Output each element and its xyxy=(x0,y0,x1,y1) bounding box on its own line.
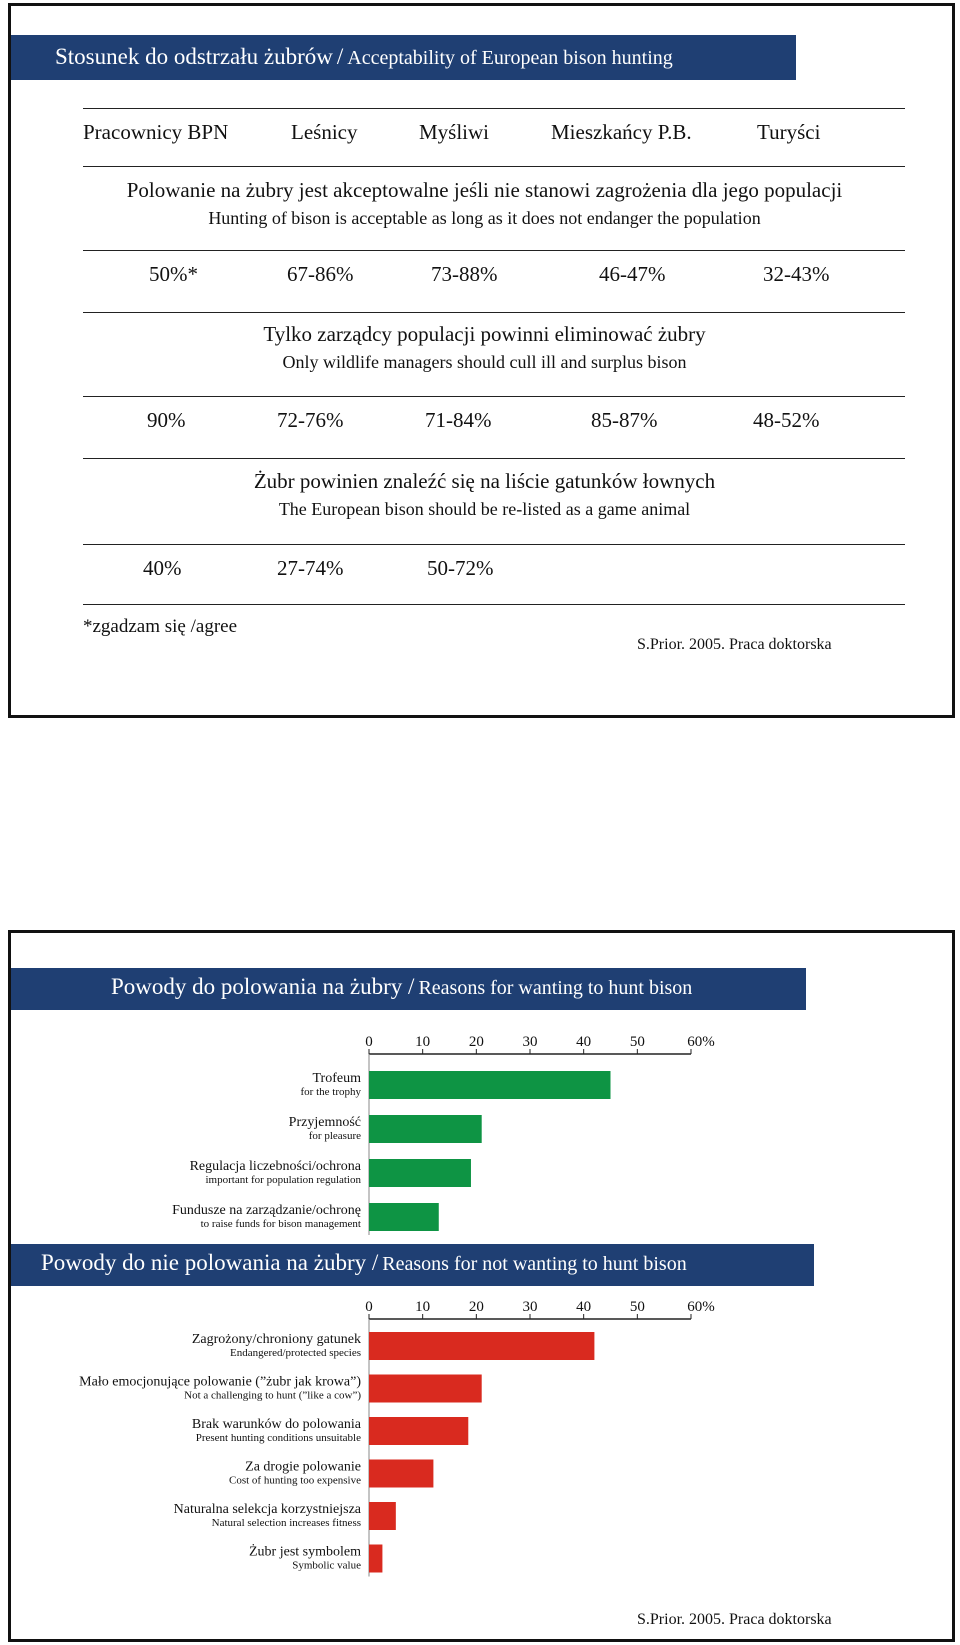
category-label-english: for pleasure xyxy=(308,1130,361,1142)
x-tick-label: 60% xyxy=(687,1299,715,1315)
x-tick-label: 30 xyxy=(522,1299,538,1315)
divider xyxy=(83,108,905,109)
q1-value-tourists: 32-43% xyxy=(763,262,830,286)
category-label-polish: Przyjemność xyxy=(288,1115,361,1130)
bar-1 xyxy=(369,1332,594,1360)
divider xyxy=(83,250,905,251)
group-header-bpn-staff: Pracownicy BPN xyxy=(83,120,229,144)
bar-4 xyxy=(369,1203,439,1231)
bar-5 xyxy=(369,1502,396,1530)
q2-value-residents: 85-87% xyxy=(591,408,658,432)
question-1-polish: Polowanie na żubry jest akceptowalne jeśli nie stanowi zagrożenia dla jego populacji xyxy=(126,178,843,202)
category-label-polish: Naturalna selekcja korzystniejsza xyxy=(173,1502,361,1517)
x-tick-label: 20 xyxy=(468,1299,484,1315)
title-polish: Stosunek do odstrzału żubrów xyxy=(55,44,333,69)
group-header-residents: Mieszkańcy P.B. xyxy=(551,120,692,144)
x-tick-label: 10 xyxy=(415,1034,431,1050)
divider xyxy=(83,544,905,545)
bar-2 xyxy=(369,1115,482,1143)
slide-title-banner xyxy=(11,35,796,80)
category-label-polish: Mało emocjonujące polowanie (”żubr jak krowa”) xyxy=(79,1374,361,1390)
category-label-english: important for population regulation xyxy=(205,1174,361,1186)
q2-value-bpn-staff: 90% xyxy=(147,408,186,432)
q1-value-foresters: 67-86% xyxy=(287,262,354,286)
bar-3 xyxy=(369,1417,468,1445)
x-tick-label: 40 xyxy=(576,1299,592,1315)
group-header-hunters: Myśliwi xyxy=(419,120,490,144)
chart-1-title-polish: Powody do polowania na żubry / xyxy=(111,974,415,999)
x-tick-label: 0 xyxy=(365,1299,373,1315)
divider xyxy=(83,166,905,167)
divider xyxy=(83,396,905,397)
q2-value-hunters: 71-84% xyxy=(425,408,492,432)
category-label-polish: Za drogie polowanie xyxy=(245,1459,361,1475)
q3-value-hunters: 50-72% xyxy=(427,556,494,580)
divider xyxy=(83,312,905,313)
title-separator: / xyxy=(336,44,344,69)
question-3-english: The European bison should be re-listed as a game animal xyxy=(278,499,691,519)
chart-2-title-banner xyxy=(11,1244,814,1286)
category-label-english: Not a challenging to hunt (”like a cow”) xyxy=(184,1389,361,1402)
chart-2-title-english: Reasons for not wanting to hunt bison xyxy=(382,1253,687,1275)
question-3-polish: Żubr powinien znaleźć się na liście gatunków łownych xyxy=(253,469,716,493)
bar-3 xyxy=(369,1159,471,1187)
bar-4 xyxy=(369,1460,433,1488)
source-citation: S.Prior. 2005. Praca doktorska xyxy=(637,1611,832,1628)
bar-1 xyxy=(369,1071,611,1099)
category-label-english: to raise funds for bison management xyxy=(200,1218,361,1230)
category-label-english: Cost of hunting too expensive xyxy=(229,1474,361,1487)
x-tick-label: 40 xyxy=(576,1034,592,1050)
divider xyxy=(83,458,905,459)
question-2-polish: Tylko zarządcy populacji powinni eliminować żubry xyxy=(263,322,706,346)
group-header-foresters: Leśnicy xyxy=(291,120,358,144)
x-tick-label: 60% xyxy=(687,1034,715,1050)
title-english: Acceptability of European bison hunting xyxy=(347,47,673,69)
group-header-tourists: Turyści xyxy=(757,120,821,144)
q3-value-foresters: 27-74% xyxy=(277,556,344,580)
category-label-polish: Fundusze na zarządzanie/ochronę xyxy=(172,1203,361,1218)
category-label-english: for the trophy xyxy=(300,1086,361,1098)
chart-2-title-polish: Powody do nie polowania na żubry / xyxy=(41,1250,379,1275)
reasons-against-hunting-chart xyxy=(11,1296,958,1596)
footnote-agree: *zgadzam się /agree xyxy=(83,616,238,637)
chart-1-title-banner xyxy=(11,968,806,1010)
divider xyxy=(83,604,905,605)
question-1-english: Hunting of bison is acceptable as long as it does not endanger the population xyxy=(208,208,761,228)
category-label-english: Present hunting conditions unsuitable xyxy=(195,1432,361,1444)
reasons-for-hunting-chart xyxy=(11,1031,958,1241)
q3-value-bpn-staff: 40% xyxy=(143,556,182,580)
q2-value-tourists: 48-52% xyxy=(753,408,820,432)
q1-value-hunters: 73-88% xyxy=(431,262,498,286)
x-tick-label: 10 xyxy=(415,1299,431,1315)
q1-value-bpn-staff: 50%* xyxy=(149,262,198,286)
slide-acceptability xyxy=(8,3,955,718)
category-label-english: Endangered/protected species xyxy=(229,1347,361,1359)
source-citation: S.Prior. 2005. Praca doktorska xyxy=(637,636,832,653)
category-label-polish: Regulacja liczebności/ochrona xyxy=(189,1159,361,1174)
slide-hunting-reasons xyxy=(8,930,955,1642)
x-tick-label: 20 xyxy=(468,1034,484,1050)
category-label-english: Symbolic value xyxy=(292,1559,361,1572)
bar-2 xyxy=(369,1375,482,1403)
category-label-polish: Żubr jest symbolem xyxy=(249,1544,361,1560)
bar-6 xyxy=(369,1545,382,1573)
x-tick-label: 50 xyxy=(629,1034,645,1050)
category-label-polish: Zagrożony/chroniony gatunek xyxy=(191,1332,361,1347)
q1-value-residents: 46-47% xyxy=(599,262,666,286)
category-label-english: Natural selection increases fitness xyxy=(211,1517,361,1529)
question-2-english: Only wildlife managers should cull ill and surplus bison xyxy=(282,352,687,372)
x-tick-label: 50 xyxy=(629,1299,645,1315)
x-tick-label: 30 xyxy=(522,1034,538,1050)
chart-1-title-english: Reasons for wanting to hunt bison xyxy=(418,977,693,999)
category-label-polish: Brak warunków do polowania xyxy=(191,1417,361,1432)
category-label-polish: Trofeum xyxy=(312,1071,361,1086)
q2-value-foresters: 72-76% xyxy=(277,408,344,432)
x-tick-label: 0 xyxy=(365,1034,373,1050)
